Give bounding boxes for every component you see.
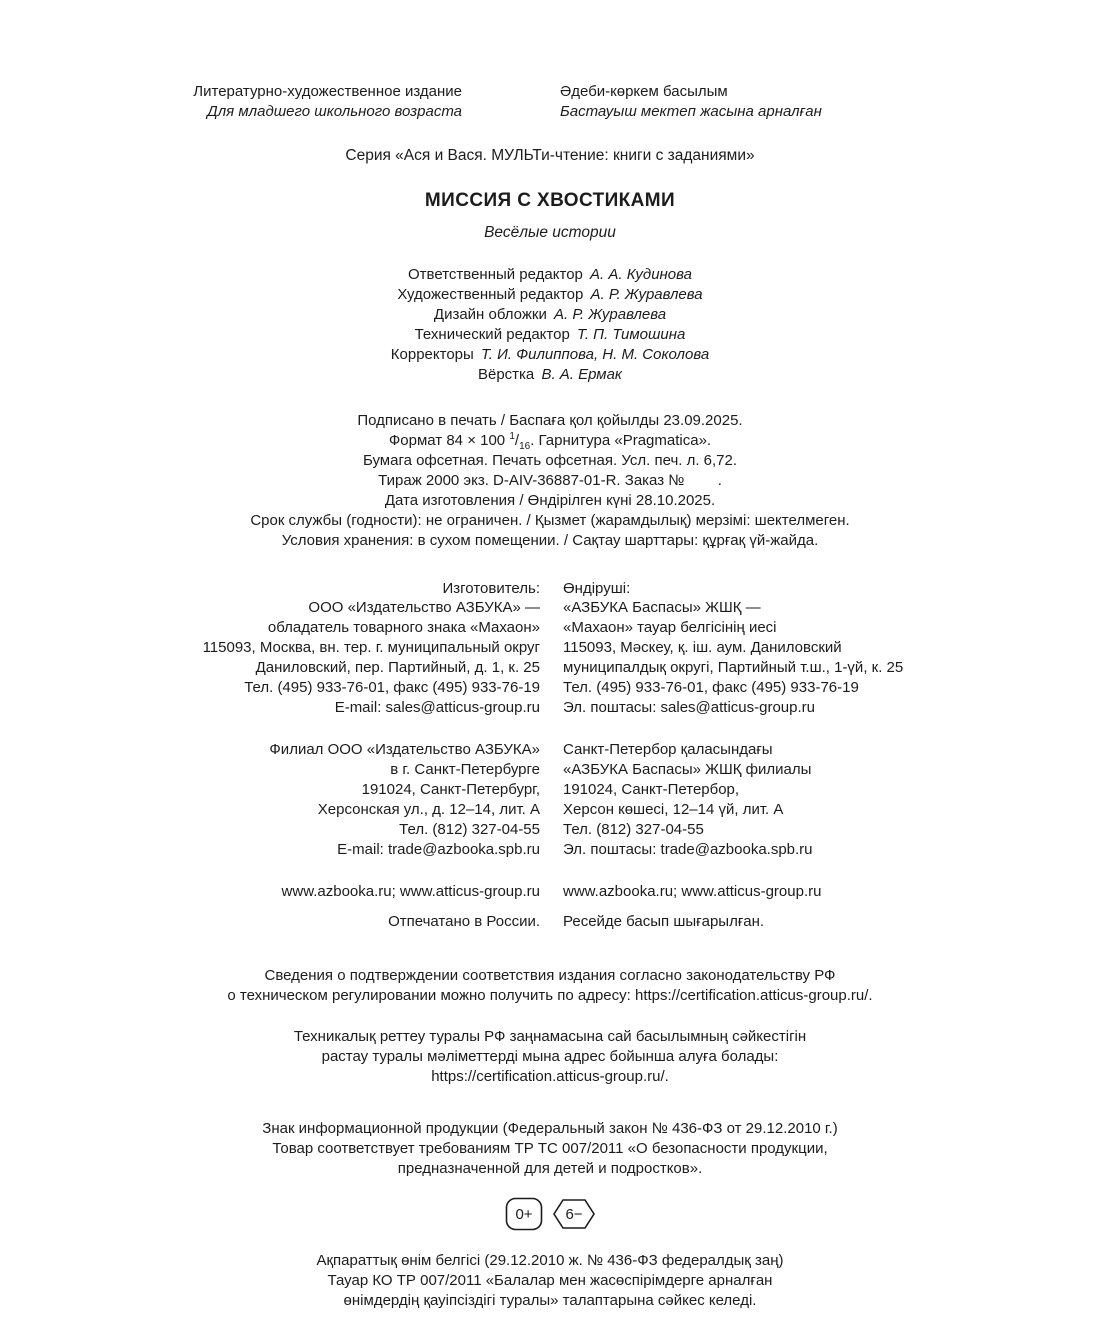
- branch-kz-line: Тел. (812) 327-04-55: [563, 820, 704, 838]
- manufacturer-ru-email: E-mail: sales@atticus-group.ru: [334, 699, 540, 717]
- manufacturer-kz-email: Эл. поштасы: sales@atticus-group.ru: [563, 699, 815, 717]
- branch-ru-email: E-mail: trade@azbooka.spb.ru: [337, 840, 540, 858]
- edition-kz: [550, 82, 1100, 122]
- print-line-storage: Условия хранения: в сухом помещении. / Сақтау шарттары: құрғақ үй-жайда.: [281, 531, 819, 549]
- book-title: МИССИЯ С ХВОСТИКАМИ: [424, 190, 676, 212]
- edition-block: [0, 82, 1100, 122]
- certification-kz-block: [0, 1027, 1100, 1087]
- websites-kz: [550, 882, 1100, 902]
- printed-in-ru: [0, 912, 550, 932]
- printed-in-kz-text: Ресейде басып шығарылған.: [563, 912, 765, 930]
- credit-line: [0, 285, 1100, 305]
- branch-ru-line: Херсонская ул., д. 12–14, лит. А: [317, 800, 540, 818]
- info-sign-ru-block: [0, 1119, 1100, 1179]
- book-subtitle: Весёлые истории: [484, 223, 616, 241]
- manufacturer-block: [0, 579, 1100, 719]
- credit-name: А. Р. Журавлева: [590, 286, 703, 304]
- info-sign-ru-line: предназначенной для детей и подростков».: [397, 1160, 703, 1178]
- info-sign-ru-line: Знак информационной продукции (Федеральный закон № 436-ФЗ от 29.12.2010 г.): [262, 1120, 838, 1138]
- info-sign-ru-line: Товар соответствует требованиям ТР ТС 007/2011 «О безопасности продукции,: [272, 1140, 828, 1158]
- print-line-date: Дата изготовления / Өндірілген күні 28.10.2025.: [384, 491, 716, 509]
- format-suffix: . Гарнитура «Pragmatica».: [530, 431, 712, 449]
- edition-audience-ru: Для младшего школьного возраста: [207, 102, 462, 120]
- credit-name: Т. И. Филиппова, Н. М. Соколова: [480, 346, 710, 364]
- manufacturer-ru-line: Тел. (495) 933-76-01, факс (495) 933-76-19: [244, 679, 540, 697]
- manufacturer-kz: [550, 579, 1100, 719]
- print-line-paper: Бумага офсетная. Печать офсетная. Усл. печ. л. 6,72.: [362, 451, 738, 469]
- format-denominator: 16: [519, 440, 531, 452]
- info-sign-kz-line: Тауар КО ТР 007/2011 «Балалар мен жасөспірімдерге арналған: [327, 1272, 773, 1290]
- certification-ru-line: о техническом регулировании можно получить по адресу: https://certification.atticus-group.ru/.: [227, 986, 873, 1004]
- credit-line: [0, 305, 1100, 325]
- credit-role: Художественный редактор: [397, 286, 584, 304]
- info-sign-kz-line: өнімдердің қауіпсіздігі туралы» талаптарына сәйкес келеді.: [343, 1291, 757, 1309]
- credit-line: [0, 265, 1100, 285]
- websites-ru-text: www.azbooka.ru; www.atticus-group.ru: [281, 882, 540, 900]
- print-line-format: [0, 431, 1100, 451]
- websites-ru: [0, 882, 550, 902]
- credit-line: [0, 325, 1100, 345]
- credit-line: [0, 365, 1100, 385]
- branch-ru-line: 191024, Санкт-Петербург,: [361, 780, 540, 798]
- branch-kz: [550, 740, 1100, 860]
- age-badge-6minus: [552, 1197, 596, 1231]
- manufacturer-ru-line: Изготовитель:: [442, 579, 540, 597]
- age-badge-0plus-label: 0+: [514, 1206, 533, 1224]
- edition-audience-kz: Бастауыш мектеп жасына арналған: [560, 102, 822, 120]
- manufacturer-ru: [0, 579, 550, 719]
- format-prefix: Формат 84 × 100: [388, 431, 510, 449]
- printed-in-row: [0, 912, 1100, 932]
- printed-in-kz: [550, 912, 1100, 932]
- info-sign-kz-block: [0, 1251, 1100, 1311]
- websites-row: [0, 882, 1100, 902]
- credit-name: А. Р. Журавлева: [554, 306, 667, 324]
- manufacturer-kz-line: «АЗБУКА Баспасы» ЖШҚ —: [563, 599, 761, 617]
- branch-kz-line: Херсон көшесі, 12–14 үй, лит. А: [563, 800, 784, 818]
- credits-block: [0, 265, 1100, 385]
- print-line-tirage: Тираж 2000 экз. D-AIV-36887-01-R. Заказ № .: [378, 471, 722, 489]
- certification-ru-block: [0, 966, 1100, 1006]
- credit-name: В. А. Ермак: [541, 366, 623, 384]
- branch-ru-line: в г. Санкт-Петербурге: [390, 761, 540, 779]
- print-line-service: Срок службы (годности): не ограничен. / Қызмет (жарамдылық) мерзімі: шектелмеген.: [250, 511, 850, 529]
- info-sign-kz-line: Ақпараттық өнім белгісі (29.12.2010 ж. № 436-ФЗ федералдық заң): [316, 1252, 784, 1270]
- manufacturer-kz-line: Өндіруші:: [563, 579, 631, 597]
- format-slash: /: [514, 431, 520, 449]
- age-badge-6minus-label: 6−: [564, 1206, 583, 1224]
- manufacturer-ru-line: ООО «Издательство АЗБУКА» —: [308, 599, 540, 617]
- manufacturer-ru-line: Даниловский, пер. Партийный, д. 1, к. 25: [255, 659, 540, 677]
- manufacturer-kz-line: муниципалдық округі, Партийный т.ш., 1-үй, к. 25: [563, 659, 904, 677]
- print-line-signed: Подписано в печать / Баспаға қол қойылды 23.09.2025.: [357, 411, 743, 429]
- credit-role: Дизайн обложки: [433, 306, 547, 324]
- branch-block: [0, 740, 1100, 860]
- certification-ru-line: Сведения о подтверждении соответствия издания согласно законодательству РФ: [264, 966, 836, 984]
- format-numerator: 1: [509, 430, 515, 442]
- certification-kz-line: https://certification.atticus-group.ru/.: [431, 1068, 669, 1086]
- branch-ru-line: Тел. (812) 327-04-55: [399, 820, 540, 838]
- branch-ru-line: Филиал ООО «Издательство АЗБУКА»: [269, 741, 540, 759]
- branch-kz-line: 191024, Санкт-Петербор,: [563, 780, 740, 798]
- branch-kz-line: Санкт-Петербор қаласындағы: [563, 741, 773, 759]
- credit-role: Вёрстка: [477, 366, 535, 384]
- edition-type-ru: Литературно-художественное издание: [193, 83, 462, 100]
- edition-type-kz: Әдеби-көркем басылым: [560, 83, 728, 100]
- print-info-block: [0, 411, 1100, 551]
- manufacturer-ru-line: обладатель товарного знака «Махаон»: [267, 619, 540, 637]
- credit-name: Т. П. Тимошина: [576, 326, 686, 344]
- manufacturer-ru-line: 115093, Москва, вн. тер. г. муниципальный округ: [202, 639, 540, 657]
- credit-role: Ответственный редактор: [408, 266, 583, 284]
- manufacturer-kz-line: Тел. (495) 933-76-01, факс (495) 933-76-19: [563, 679, 859, 697]
- certification-kz-line: растау туралы мәліметтерді мына адрес бойынша алуға болады:: [321, 1048, 779, 1066]
- manufacturer-kz-line: 115093, Мәскеу, қ. іш. аум. Даниловский: [563, 639, 842, 657]
- branch-kz-line: «АЗБУКА Баспасы» ЖШҚ филиалы: [563, 761, 812, 779]
- credit-role: Технический редактор: [414, 326, 570, 344]
- websites-kz-text: www.azbooka.ru; www.atticus-group.ru: [563, 882, 822, 900]
- age-badges: [0, 1197, 1100, 1231]
- printed-in-ru-text: Отпечатано в России.: [388, 912, 540, 930]
- branch-kz-email: Эл. поштасы: trade@azbooka.spb.ru: [563, 840, 813, 858]
- branch-ru: [0, 740, 550, 860]
- manufacturer-kz-line: «Махаон» тауар белгісінің иесі: [563, 619, 777, 637]
- credit-name: А. А. Кудинова: [590, 266, 692, 284]
- series-title: Серия «Ася и Вася. МУЛЬТи-чтение: книги с заданиями»: [345, 146, 755, 164]
- age-badge-0plus: [505, 1197, 543, 1231]
- edition-ru: [0, 82, 550, 122]
- credit-line: [0, 345, 1100, 365]
- credit-role: Корректоры: [390, 346, 474, 364]
- certification-kz-line: Техникалық реттеу туралы РФ заңнамасына сай басылымның сәйкестігін: [293, 1028, 807, 1046]
